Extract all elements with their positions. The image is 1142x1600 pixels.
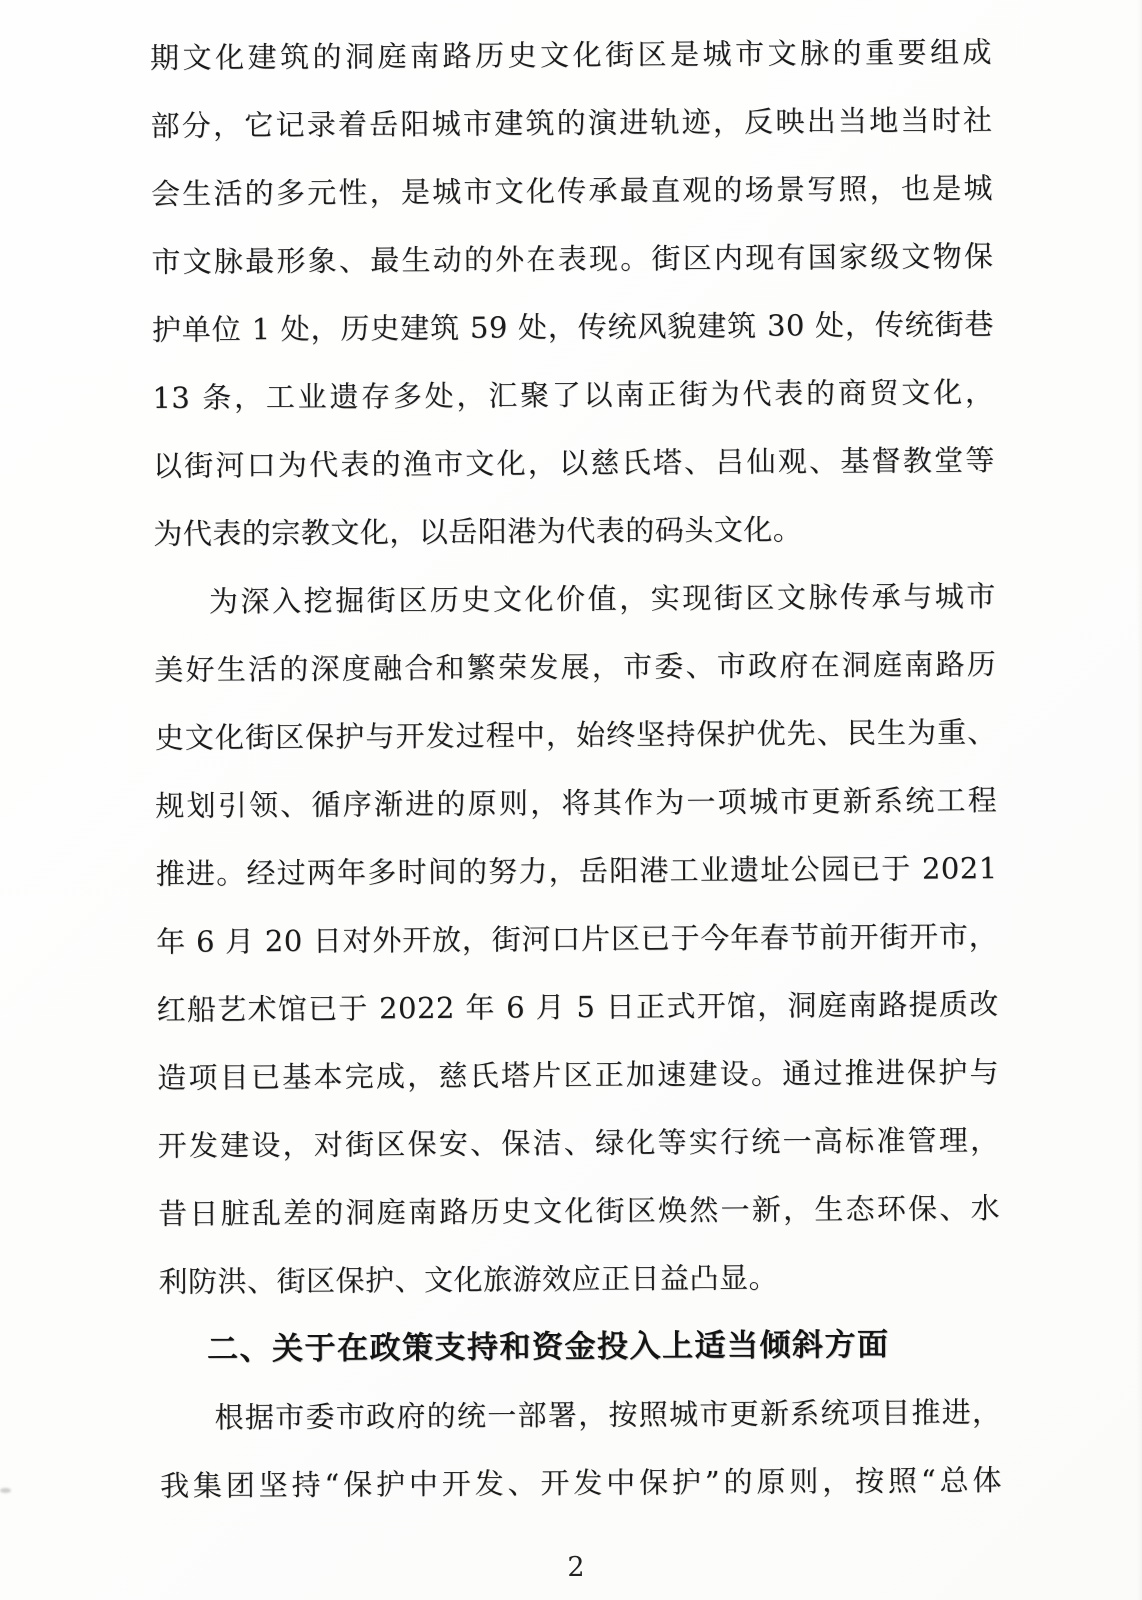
text-line: 昔日脏乱差的洞庭南路历史文化街区焕然一新，生态环保、水 xyxy=(157,1191,1001,1231)
text-line: 13 条，工业遗存多处，汇聚了以南正街为代表的商贸文化， xyxy=(152,375,995,415)
text-line: 我集团坚持“保护中开发、开发中保护”的原则，按照“总体 xyxy=(159,1463,1003,1503)
text-line: 开发建设，对街区保安、保洁、绿化等实行统一高标准管理， xyxy=(157,1123,1000,1163)
text-line: 美好生活的深度融合和繁荣发展，市委、市政府在洞庭南路历 xyxy=(154,647,997,687)
text-line: 推进。经过两年多时间的努力，岳阳港工业遗址公园已于 2021 xyxy=(155,851,998,891)
text-line: 利防洪、街区保护、文化旅游效应正日益凸显。 xyxy=(158,1260,779,1299)
text-line: 年 6 月 20 日对外开放，街河口片区已于今年春节前开街开市， xyxy=(156,919,999,959)
text-line: 为深入挖掘街区历史文化价值，实现街区文脉传承与城市 xyxy=(208,579,996,619)
scan-smudge xyxy=(0,1488,11,1493)
text-line: 会生活的多元性，是城市文化传承最直观的场景写照，也是城 xyxy=(150,171,994,211)
text-line: 为代表的宗教文化，以岳阳港为代表的码头文化。 xyxy=(153,512,803,551)
text-line: 期文化建筑的洞庭南路历史文化街区是城市文脉的重要组成 xyxy=(149,35,993,75)
text-line: 规划引领、循序渐进的原则，将其作为一项城市更新系统工程 xyxy=(155,783,998,823)
section-heading: 二、关于在政策支持和资金投入上适当倾斜方面 xyxy=(206,1326,890,1368)
text-line: 部分，它记录着岳阳城市建筑的演进轨迹，反映出当地当时社 xyxy=(150,103,993,143)
text-line: 红船艺术馆已于 2022 年 6 月 5 日正式开馆，洞庭南路提质改 xyxy=(156,987,999,1027)
text-line: 史文化街区保护与开发过程中，始终坚持保护优先、民生为重、 xyxy=(154,715,997,755)
text-line: 根据市委市政府的统一部署，按照城市更新系统项目推进， xyxy=(214,1395,1002,1435)
text-line: 以街河口为代表的渔市文化，以慈氏塔、吕仙观、基督教堂等 xyxy=(152,443,995,483)
page-number: 2 xyxy=(567,1552,585,1583)
text-line: 护单位 1 处，历史建筑 59 处，传统风貌建筑 30 处，传统街巷 xyxy=(151,307,995,347)
scan-edge-shadow xyxy=(1137,0,1142,1600)
text-line: 造项目已基本完成，慈氏塔片区正加速建设。通过推进保护与 xyxy=(157,1055,1000,1095)
text-line: 市文脉最形象、最生动的外在表现。街区内现有国家级文物保 xyxy=(151,239,994,279)
document-body xyxy=(150,18,1002,1520)
